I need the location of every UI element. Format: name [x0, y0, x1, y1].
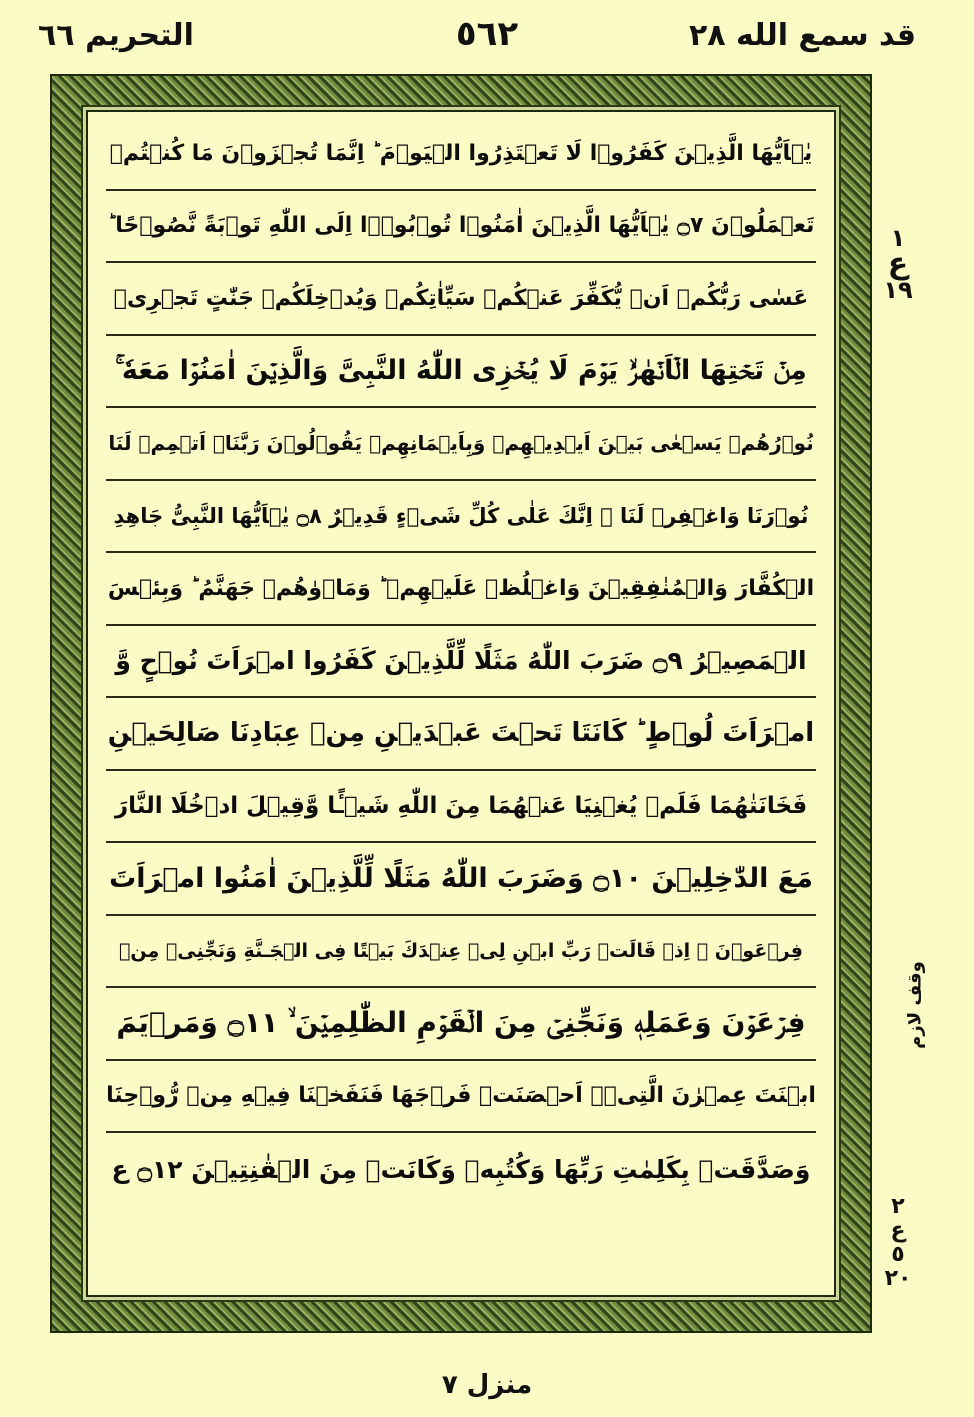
ruku-marker-bottom: [880, 1195, 916, 1291]
verse-line: يٰۤاَيُّهَا الَّذِيۡنَ كَفَرُوۡا لَا تَعۡتَذِرُوا الۡيَوۡمَ ؕ اِنَّمَا تُجۡزَوۡنَ مَا كُنۡتُمۡ: [106, 118, 816, 191]
surah-label: التحريم ٦٦: [38, 18, 194, 53]
juz-label: قد سمع الله ٢٨: [688, 18, 916, 53]
page-number: ٥٦٢: [455, 14, 519, 54]
verse-line: فِرۡعَوۡنَ وَعَمَلِهٖ وَنَجِّنِىۡ مِنَ الۡقَوۡمِ الظّٰلِمِيۡنَ ۙ ۝١١ وَمَرۡيَمَ: [106, 988, 816, 1061]
ruku-number: ١: [890, 224, 906, 252]
ruku-count: ١٩: [883, 276, 913, 304]
decorative-border: [50, 74, 872, 1333]
text-panel: [86, 110, 836, 1297]
verse-line: مِنۡ تَحۡتِهَا الۡاَنۡهٰرُۙ يَوۡمَ لَا يُخۡزِى اللّٰهُ النَّبِىَّ وَالَّذِيۡنَ اٰمَنُوۡا مَعَهٗ ۚ: [106, 336, 816, 409]
verse-line: فَخَانَتٰهُمَا فَلَمۡ يُغۡنِيَا عَنۡهُمَا مِنَ اللّٰهِ شَيۡـًٔا وَّقِيۡلَ ادۡخُلَا النَّارَ: [106, 771, 816, 844]
manzil-label: منزل ٧: [441, 1370, 533, 1400]
verse-line: وَصَدَّقَتۡ بِكَلِمٰتِ رَبِّهَا وَكُتُبِهٖ وَكَانَتۡ مِنَ الۡقٰنِتِيۡنَ ۝١٢ ع: [111, 1154, 811, 1184]
verse-line: نُوۡرُهُمۡ يَسۡعٰى بَيۡنَ اَيۡدِيۡهِمۡ وَبِاَيۡمَانِهِمۡ يَقُوۡلُوۡنَ رَبَّنَاۤ اَتۡمِمۡ لَنَا: [106, 408, 816, 481]
verse-line: الۡمَصِيۡرُ ۝٩ ضَرَبَ اللّٰهُ مَثَلًا لِّلَّذِيۡنَ كَفَرُوا امۡرَاَتَ نُوۡحٍ وَّ: [106, 626, 816, 699]
page-header: [0, 0, 974, 70]
verse-line: مَعَ الدّٰخِلِيۡنَ ۝١٠ وَضَرَبَ اللّٰهُ مَثَلًا لِّلَّذِيۡنَ اٰمَنُوا امۡرَاَتَ: [106, 843, 816, 916]
verse-line: امۡرَاَتَ لُوۡطٍ ؕ كَانَتَا تَحۡتَ عَبۡدَيۡنِ مِنۡ عِبَادِنَا صَالِحَيۡنِ: [106, 698, 816, 771]
ruku-glyph: ع: [890, 1218, 906, 1243]
ruku-number: ٢: [891, 1194, 905, 1219]
verse-line: الۡكُفَّارَ وَالۡمُنٰفِقِيۡنَ وَاغۡلُظۡ عَلَيۡهِمۡ ؕ وَمَاۡوٰهُمۡ جَهَنَّمُ ؕ وَبِئۡسَ: [106, 553, 816, 626]
ruku-glyph: ع: [887, 246, 909, 281]
ruku-count: ٢٠: [884, 1266, 912, 1291]
waqf-note: [900, 930, 930, 1080]
verse-line: تَعۡمَلُوۡنَ ۝٧ يٰۤاَيُّهَا الَّذِيۡنَ اٰمَنُوۡا تُوۡبُوۡۤا اِلَى اللّٰهِ تَوۡبَةً نَّصُوۡحًا ؕ: [106, 191, 816, 264]
waqf-label: وقف لازم: [904, 961, 926, 1049]
ruku-number: ٥: [891, 1242, 905, 1267]
ruku-marker-top: [880, 225, 916, 303]
verse-line: نُوۡرَنَا وَاغۡفِرۡ لَنَا ۚ اِنَّكَ عَلٰى كُلِّ شَىۡءٍ قَدِيۡرٌ ۝٨ يٰۤاَيُّهَا النَّبِىُّ جَاهِدِ: [106, 481, 816, 554]
verse-line: فِرۡعَوۡنَ ۘ اِذۡ قَالَتۡ رَبِّ ابۡنِ لِىۡ عِنۡدَكَ بَيۡتًا فِى الۡجَـنَّةِ وَنَجِّنِىۡ مِنۡ: [106, 916, 816, 989]
verse-line: ابۡنَتَ عِمۡرٰنَ الَّتِىۡۤ اَحۡصَنَتۡ فَرۡجَهَا فَنَفَخۡنَا فِيۡهِ مِنۡ رُّوۡحِنَا: [106, 1061, 816, 1134]
verse-line: عَسٰى رَبُّكُمۡ اَنۡ يُّكَفِّرَ عَنۡكُمۡ سَيِّاٰتِكُمۡ وَيُدۡخِلَكُمۡ جَنّٰتٍ تَجۡرِىۡ: [106, 263, 816, 336]
verse-lines: [106, 118, 816, 1289]
